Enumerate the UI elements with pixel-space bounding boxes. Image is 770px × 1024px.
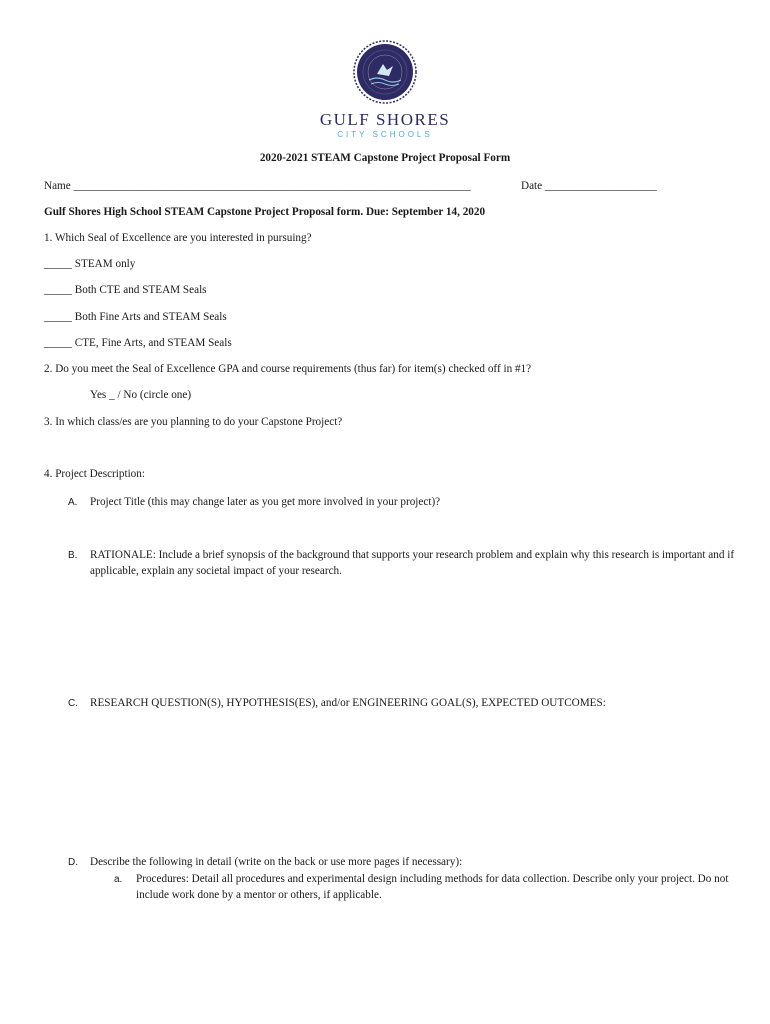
- form-title: 2020-2021 STEAM Capstone Project Proposal Form: [259, 152, 511, 164]
- question-1: 1. Which Seal of Excellence are you interested in pursuing?: [44, 232, 312, 244]
- school-subname: CITY SCHOOLS: [337, 130, 433, 139]
- school-seal-icon: [353, 40, 417, 104]
- seal-option-all[interactable]: _____ CTE, Fine Arts, and STEAM Seals: [44, 337, 232, 349]
- item-c-marker: C.: [68, 698, 78, 709]
- sub-item-a-text: Procedures: Detail all procedures and experimental design including methods for data collection. Describe only your project. Do not include work done by a mentor or others, if applicable.: [136, 873, 729, 901]
- school-name: GULF SHORES: [319, 110, 451, 129]
- item-d-marker: D.: [68, 857, 78, 868]
- item-a-text: Project Title (this may change later as you get more involved in your project)?: [90, 496, 441, 508]
- form-heading: Gulf Shores High School STEAM Capstone Project Proposal form. Due: September 14, 2020: [44, 206, 486, 218]
- question-4: 4. Project Description:: [44, 468, 145, 480]
- name-field[interactable]: Name _______________________________________________________________________: [44, 180, 471, 192]
- school-logo: [0, 40, 770, 104]
- sub-item-a-marker: a.: [114, 874, 123, 885]
- yes-no-answer[interactable]: Yes _ / No (circle one): [90, 389, 192, 401]
- item-c-text: RESEARCH QUESTION(S), HYPOTHESIS(ES), and/or ENGINEERING GOAL(S), EXPECTED OUTCOMES:: [90, 697, 606, 709]
- item-b-marker: B.: [68, 550, 78, 561]
- question-3: 3. In which class/es are you planning to do your Capstone Project?: [44, 416, 343, 428]
- item-a-marker: A.: [68, 497, 78, 508]
- date-field[interactable]: Date ____________________: [521, 180, 657, 192]
- seal-option-steam-only[interactable]: _____ STEAM only: [44, 258, 136, 270]
- item-d-text: Describe the following in detail (write on the back or use more pages if necessary):: [90, 856, 463, 868]
- seal-option-cte-steam[interactable]: _____ Both CTE and STEAM Seals: [44, 284, 207, 296]
- item-b-text: RATIONALE: Include a brief synopsis of the background that supports your research problem and explain why this research is important and if applicable, explain any societal impact of your research.: [90, 549, 735, 577]
- seal-option-finearts-steam[interactable]: _____ Both Fine Arts and STEAM Seals: [44, 311, 227, 323]
- question-2: 2. Do you meet the Seal of Excellence GPA and course requirements (thus far) for item(s) checked off in #1?: [44, 363, 532, 375]
